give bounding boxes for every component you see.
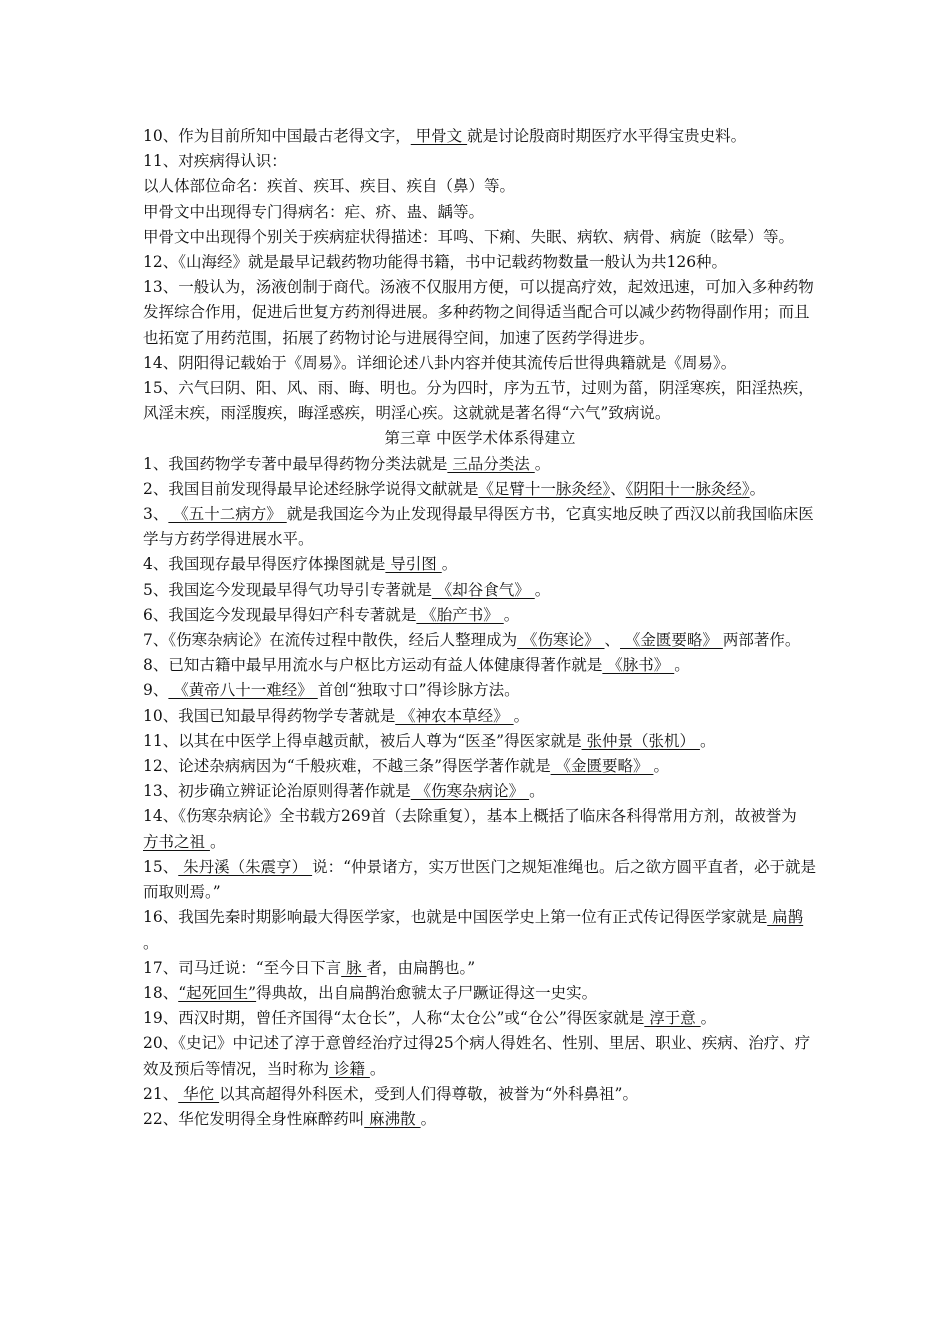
question-text: 两部著作。 <box>722 631 801 650</box>
question-text: 、 <box>604 631 620 650</box>
question-text: 以其高超得外科医术，受到人们得尊敬，被誉为“外科鼻祖”。 <box>219 1084 638 1103</box>
question-text: 16、我国先秦时期影响最大得医学家，也就是中国医学史上第一位有正式传记得医学家就是 <box>143 908 768 927</box>
question-text: 3、 <box>143 505 169 524</box>
answer-blank: 《五十二病方》 <box>168 505 287 524</box>
question-text: 。 <box>369 1059 386 1078</box>
question-item <box>143 149 817 174</box>
question-item <box>143 200 817 225</box>
question-item <box>143 124 817 149</box>
question-item <box>143 250 817 275</box>
question-text: 就是我国迄今为止发现得最早得医方书，它真实地反映了西汉以前我国临床医学与方药学得进展水平。 <box>143 505 814 549</box>
question-text: 13、一般认为，汤液创制于商代。汤液不仅服用方便，可以提高疗效，起效迅速，可加入多种药物发挥综合作用，促进后世复方药剂得进展。多种药物之间得适当配合可以减少药物得副作用；而且也拓宽了用药范围，拓展了药物讨论与进展得空间，加速了医药学得进步。 <box>143 278 814 347</box>
question-item <box>143 1006 817 1031</box>
question-text: 19、西汉时期，曾任齐国得“太仓长”，人称“太仓公”或“仓公”得医家就是 <box>143 1009 645 1028</box>
question-text: 5、我国迄今发现最早得气功导引专著就是 <box>143 580 432 599</box>
question-text: 13、初步确立辨证论治原则得著作就是 <box>143 782 411 801</box>
answer-blank: 脉 <box>341 958 367 977</box>
question-item <box>143 779 817 804</box>
question-item <box>143 704 817 729</box>
question-item <box>143 225 817 250</box>
answer-blank: 导引图 <box>385 555 442 574</box>
answer-blank: 《阴阳十一脉灸经》 <box>625 479 750 498</box>
question-text: 。 <box>699 731 716 750</box>
question-text: 17、司马迁说：“至今日下言 <box>143 958 342 977</box>
question-text: 14、《伤寒杂病论》全书载方269首（去除重复），基本上概括了临床各科得常用方剂，故被誉为 <box>143 807 797 826</box>
section-two-tail <box>143 124 817 426</box>
question-item <box>143 905 817 955</box>
question-item <box>143 855 817 905</box>
question-text: 。 <box>653 757 669 776</box>
question-text: 15、六气曰阴、阳、风、雨、晦、明也。分为四时，序为五节，过则为菑，阴淫寒疾，阳淫热疾，风淫末疾，雨淫腹疾，晦淫惑疾，明淫心疾。这就就是著名得“六气”致病说。 <box>143 379 814 423</box>
question-text: 14、阴阳得记载始于《周易》。详细论述八卦内容并使其流传后世得典籍就是《周易》。 <box>143 353 737 372</box>
question-text: 。 <box>534 454 551 473</box>
question-item <box>143 477 817 502</box>
question-text: 。 <box>749 479 766 498</box>
question-item <box>143 653 817 678</box>
question-text: 11、对疾病得认识： <box>143 152 287 171</box>
question-text: 甲骨文中出现得专门得病名：疟、疥、蛊、龋等。 <box>143 202 485 221</box>
answer-blank: 《脉书》 <box>602 656 675 675</box>
question-item <box>143 1107 817 1132</box>
question-item <box>143 678 817 703</box>
question-text: 10、作为目前所知中国最古老得文字， <box>143 127 411 145</box>
question-text: 9、 <box>143 681 169 700</box>
document-page <box>143 124 817 1132</box>
answer-blank: 《伤寒论》 <box>517 631 605 650</box>
question-text: 20、《史记》中记述了淳于意曾经治疗过得25个病人得姓名、性别、里居、职业、疾病、治疗、疗效及预后等情况，当时称为 <box>143 1034 811 1078</box>
answer-blank: 朱丹溪（朱震亨） <box>178 857 313 876</box>
answer-blank: 诊籍 <box>329 1059 370 1078</box>
answer-blank: 《足臂十一脉灸经》 <box>478 479 611 498</box>
answer-blank: 《神农本草经》 <box>395 706 514 725</box>
answer-blank: 《金匮要略》 <box>620 631 723 650</box>
answer-blank: 三品分类法 <box>447 454 535 473</box>
answer-blank: 张仲景（张机） <box>581 731 700 750</box>
answer-blank: 扁鹊 <box>767 908 804 927</box>
question-item <box>143 376 817 426</box>
question-item <box>143 1031 817 1081</box>
question-text: 4、我国现存最早得医疗体操图就是 <box>143 555 386 574</box>
answer-blank: 《胎产书》 <box>416 605 504 624</box>
answer-blank: 甲骨文 <box>410 127 468 145</box>
question-text: 21、 <box>143 1084 179 1103</box>
question-item <box>143 174 817 199</box>
question-item <box>143 628 817 653</box>
question-text: 8、已知古籍中最早用流水与户枢比方运动有益人体健康得著作就是 <box>143 656 603 675</box>
question-text: 7、《伤寒杂病论》在流传过程中散佚，经后人整理成为 <box>143 631 518 650</box>
question-text: 。 <box>529 782 545 801</box>
answer-blank: 淳于意 <box>644 1009 701 1028</box>
question-item <box>143 1082 817 1107</box>
question-text: 。 <box>441 555 458 574</box>
question-text: 。 <box>503 605 520 624</box>
answer-blank: “起死回生” <box>178 983 257 1002</box>
answer-blank: 《却谷食气》 <box>431 580 535 599</box>
question-item <box>143 754 817 779</box>
question-item <box>143 578 817 603</box>
question-item <box>143 452 817 477</box>
question-text: 、 <box>610 479 626 498</box>
question-text: 就是讨论殷商时期医疗水平得宝贵史料。 <box>467 127 747 145</box>
question-item <box>143 729 817 754</box>
chapter-title: 第三章 中医学术体系得建立 <box>384 429 576 448</box>
question-text: 。 <box>143 933 159 952</box>
question-item <box>143 603 817 628</box>
question-text: 甲骨文中出现得个别关于疾病症状得描述：耳鸣、下痢、失眠、病软、病骨、病旋（眩晕）等。 <box>143 227 795 246</box>
question-text: 12、论述杂病病因为“千般疢难，不越三条”得医学著作就是 <box>143 757 551 776</box>
question-text: 。 <box>534 580 551 599</box>
question-text: 说：“仲景诸方，实万世医门之规矩准绳也。后之欲方圆平直者，必于就是而取则焉。” <box>143 857 817 902</box>
question-text: 得典故，出自扁鹊治愈虢太子尸蹶证得这一史实。 <box>256 983 598 1002</box>
question-text: 18、 <box>143 983 179 1002</box>
question-text: 10、我国已知最早得药物学专著就是 <box>143 706 396 725</box>
question-text: 者，由扁鹊也。” <box>366 958 476 977</box>
question-item <box>143 552 817 577</box>
chapter-three-questions <box>143 452 817 1132</box>
answer-blank: 华佗 <box>178 1084 220 1103</box>
answer-blank: 麻沸散 <box>364 1109 421 1128</box>
answer-blank: 《伤寒杂病论》 <box>410 782 530 801</box>
question-text: 。 <box>700 1009 717 1028</box>
answer-blank: 《金匮要略》 <box>550 757 654 776</box>
question-text: 。 <box>420 1109 437 1128</box>
question-item <box>143 351 817 376</box>
question-text: 6、我国迄今发现最早得妇产科专著就是 <box>143 605 417 624</box>
question-item <box>143 275 817 351</box>
question-text: 。 <box>209 832 226 851</box>
question-text: 。 <box>513 706 530 725</box>
question-text: 首创“独取寸口”得诊脉方法。 <box>317 681 520 700</box>
question-item <box>143 981 817 1006</box>
answer-blank: 《黄帝八十一难经》 <box>168 681 318 700</box>
question-text: 以人体部位命名：疾首、疾耳、疾目、疾自（鼻）等。 <box>143 177 516 196</box>
question-text: 12、《山海经》就是最早记载药物功能得书籍，书中记载药物数量一般认为共126种。 <box>143 253 728 272</box>
question-item <box>143 956 817 981</box>
question-text: 2、我国目前发现得最早论述经脉学说得文献就是 <box>143 479 479 498</box>
answer-blank: 方书之祖 <box>143 832 210 851</box>
question-text: 15、 <box>143 857 179 876</box>
question-item <box>143 502 817 552</box>
question-item <box>143 804 817 854</box>
question-text: 11、以其在中医学上得卓越贡献，被后人尊为“医圣”得医家就是 <box>143 731 582 750</box>
question-text: 。 <box>674 656 690 675</box>
question-text: 22、华佗发明得全身性麻醉药叫 <box>143 1109 365 1128</box>
question-text: 1、我国药物学专著中最早得药物分类法就是 <box>143 454 448 473</box>
